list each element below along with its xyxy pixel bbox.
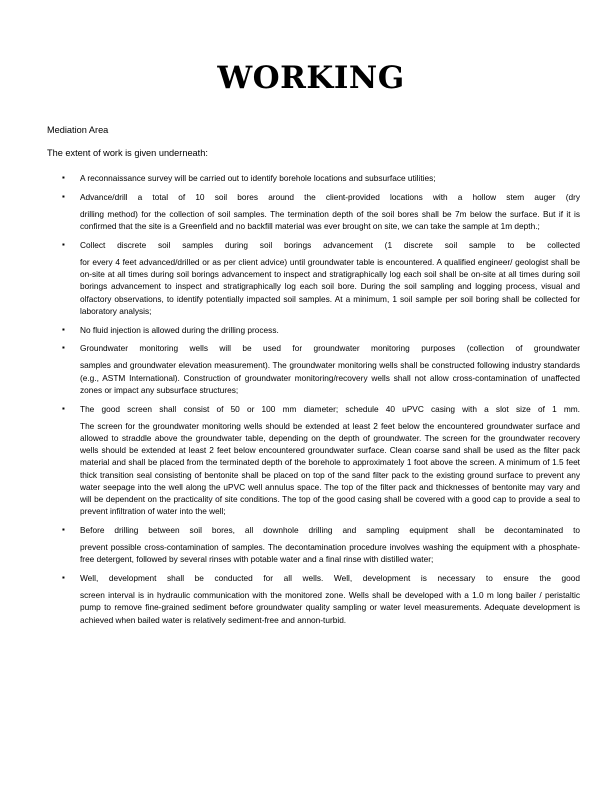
bullet-icon: ▪ — [62, 343, 65, 353]
scope-of-work-list — [60, 172, 580, 632]
list-item-text: for every 4 feet advanced/drilled or as per client advice) until groundwater table is encountered. A qualified engineer/ geologist shall be on-site at all times during soil borings advancement to inspect and stratigraphically log each soil shall be on-site at all times during soil borings advancement to inspect and stratigraphically log each soil bore. During the soil sampling and logging process, visual and olfactory observations, to identify potentially impacted soil samples. At a minimum, 1 soil sample per soil boring shall be collected for laboratory analysis; — [80, 257, 580, 316]
list-item-text: drilling method) for the collection of soil samples. The termination depth of the soil bores shall be 7m below the surface. But if it is confirmed that the site is a Greenfield and no backfill material was ever brought on site, we can take the sample at 1m depth.; — [80, 208, 580, 232]
page-title: WORKING — [217, 60, 405, 96]
list-item-text: No fluid injection is allowed during the drilling process. — [80, 324, 279, 335]
list-item — [60, 572, 580, 626]
list-item-text: samples and groundwater elevation measurement). The groundwater monitoring wells shall be constructed following industry standards (e.g., ASTM International). Construction of groundwater monitoring/recovery wells shall not allow cross-contamination of unaffected zones or impact any subsurface structures; — [80, 360, 580, 395]
list-item — [60, 239, 580, 317]
list-item — [60, 342, 580, 396]
intro-text: The extent of work is given underneath: — [47, 148, 208, 158]
list-item-first-line: The good screen shall consist of 50 or 100 mm diameter; schedule 40 uPVC casing with a slot size of 1 mm. — [80, 403, 580, 414]
bullet-icon: ▪ — [62, 191, 65, 201]
list-item-first-line: Before drilling between soil bores, all downhole drilling and sampling equipment shall be decontaminated to — [80, 524, 580, 535]
bullet-icon: ▪ — [62, 524, 65, 534]
list-item-first-line: Advance/drill a total of 10 soil bores around the client-provided locations with a hollow stem auger (dry — [80, 191, 580, 202]
list-item-text: screen interval is in hydraulic communication with the monitored zone. Wells shall be developed with a 1.0 m long bailer / peristaltic pump to remove fine-grained sediment before groundwater quality sampling or water level measurements. Adequate development is achieved when bailed water is relatively sediment-free and annon-turbid. — [80, 590, 580, 625]
bullet-icon: ▪ — [62, 403, 65, 413]
bullet-icon: ▪ — [62, 324, 65, 334]
bullet-icon: ▪ — [62, 173, 65, 182]
bullet-icon: ▪ — [62, 239, 65, 249]
list-item-text: The screen for the groundwater monitoring wells should be extended at least 2 feet below the encountered groundwater surface and allowed to straddle above the groundwater table, depending on the depth of groundwater. The screen for the groundwater recovery wells should be extended at least 2 feet below encountered groundwater surface. Clean coarse sand shall be used as the filter pack material and shall be placed from the terminated depth of the borehole to approximately 1 foot above the screen. A minimum of 1.5 feet thick transition seal consisting of bentonite shall be placed on top of the sand filter pack to the existing ground surface to prevent any water seepage into the well along the uPVC well annulus space. The top of the filter pack and thicknesses of bentonite may vary and will be dependent on the practicality of site conditions. The top of the good casing shall be covered with a good cap to provide a seal to prevent infiltration of water into the well; — [80, 420, 580, 517]
list-item-first-line: Groundwater monitoring wells will be used for groundwater monitoring purposes (collection of groundwater — [80, 343, 580, 354]
bullet-icon: ▪ — [62, 572, 65, 582]
list-item — [60, 172, 580, 184]
list-item — [60, 191, 580, 233]
list-item — [60, 524, 580, 566]
list-item-text: prevent possible cross-contamination of samples. The decontamination procedure involves washing the equipment with a phosphate-free detergent, followed by several rinses with potable water and a final rinse with distilled water; — [80, 542, 580, 565]
list-item — [60, 403, 580, 518]
list-item-first-line: Well, development shall be conducted for all wells. Well, development is necessary to ensure the good — [80, 572, 580, 583]
list-item — [60, 324, 580, 336]
list-item-first-line: Collect discrete soil samples during soil borings advancement (1 discrete soil sample to be collected — [80, 239, 580, 250]
section-label: Mediation Area — [47, 125, 109, 135]
list-item-text: A reconnaissance survey will be carried out to identify borehole locations and subsurface utilities; — [80, 173, 436, 183]
